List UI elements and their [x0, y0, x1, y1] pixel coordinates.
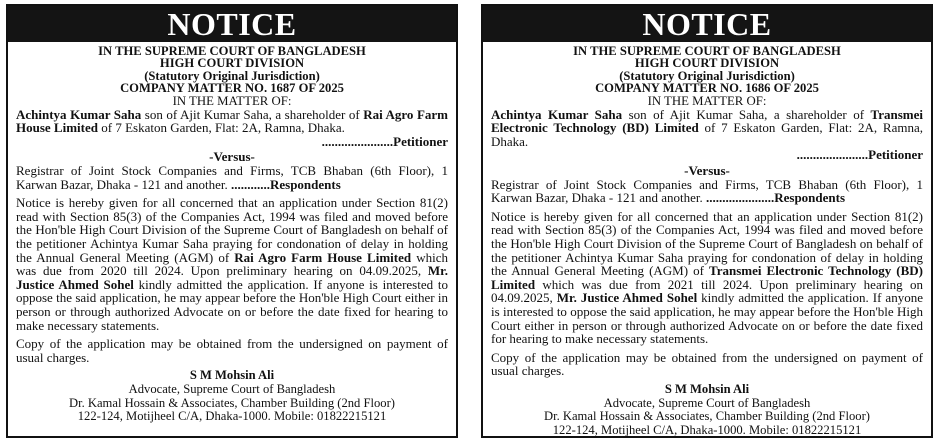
petitioner-description: son of Ajit Kumar Saha, a shareholder of	[141, 106, 364, 122]
petitioner-name: Achintya Kumar Saha	[491, 106, 623, 122]
in-the-matter-of: IN THE MATTER OF:	[172, 93, 292, 108]
notice-body-text-3: kindly admitted the application. If anyone is interested to oppose the said application, he may appear before the Hon'ble High Court either in person or through authorized Advocate on or before the date fixed for hearing to make necessary statements.	[16, 276, 449, 333]
division-name: HIGH COURT DIVISION	[159, 56, 305, 71]
petitioner-label: Petitioner	[393, 133, 448, 149]
respondent-label: Respondents	[269, 176, 341, 192]
notice-right	[481, 4, 933, 438]
signatory-title: Advocate, Supreme Court of Bangladesh	[128, 381, 336, 396]
signatory-address: 122-124, Motijheel C/A, Dhaka-1000. Mobile: 01822215121	[552, 422, 862, 437]
signatory-address: 122-124, Motijheel C/A, Dhaka-1000. Mobile: 01822215121	[77, 409, 387, 424]
respondent-text: Registrar of Joint Stock Companies and Firms, TCB Bhaban (6th Floor), 1 Karwan Bazar, Dhaka - 121 and another.	[491, 176, 923, 206]
petitioner-label-line	[16, 135, 448, 149]
notice-body-text-3: kindly admitted the application. If anyone is interested to oppose the said application, he may appear before the Hon'ble High Court either in person or through authorized Advocate on or before the date fixed for hearing to make necessary statements.	[491, 290, 923, 347]
notice-banner: NOTICE	[8, 6, 456, 42]
versus: -Versus-	[209, 149, 255, 165]
notice-body-text-1: Notice is hereby given for all concerned that an application under Section 81(2) read with Section 85(3) of the Companies Act, 1994 was filed and moved before the Hon'ble High Court Division of the Supreme Court of Bangladesh on behalf of the petitioner Achintya Kumar Saha praying for condonation of delay in holding the Annual General Meeting (AGM) of	[491, 208, 923, 279]
notice-body-text-2: which was due from 2021 till 2024. Upon preliminary hearing on 04.09.2025,	[491, 276, 923, 306]
petitioner-name: Achintya Kumar Saha	[16, 106, 142, 122]
company-name: Transmei Electronic Technology (BD) Limited	[491, 106, 923, 136]
respondent-label-line	[231, 177, 341, 192]
petitioner-paragraph	[491, 108, 923, 149]
notice-banner: NOTICE	[483, 6, 931, 42]
petitioner-dots: ......................	[321, 133, 394, 149]
notice-body-company: Rai Agro Farm House Limited	[234, 249, 412, 265]
petitioner-label: ...Petitioner	[858, 147, 923, 163]
petitioner-address: of 7 Eskaton Garden, Flat: 2A, Ramna, Dhaka.	[491, 120, 923, 149]
in-the-matter-of: IN THE MATTER OF:	[647, 93, 767, 108]
respondent-text: Registrar of Joint Stock Companies and Firms, TCB Bhaban (6th Floor), 1 Karwan Bazar, Dhaka - 121 and another.	[16, 163, 448, 192]
notice-left	[6, 4, 458, 438]
respondent-paragraph	[491, 178, 923, 205]
petitioner-label-line	[491, 148, 923, 162]
petitioner-dots: ...................	[796, 147, 859, 163]
court-name: IN THE SUPREME COURT OF BANGLADESH	[98, 44, 366, 58]
notice-body	[491, 210, 923, 346]
company-matter-number: COMPANY MATTER NO. 1686 OF 2025	[595, 81, 819, 96]
notice-body-text-2: which was due from 2020 till 2024. Upon preliminary hearing on 04.09.2025,	[16, 249, 448, 279]
signatory-firm: Dr. Kamal Hossain & Associates, Chamber Building (2nd Floor)	[68, 395, 395, 410]
division-name: HIGH COURT DIVISION	[634, 56, 780, 71]
versus: -Versus-	[684, 163, 730, 178]
copy-statement: Copy of the application may be obtained from the undersigned on payment of usual charges.	[16, 336, 448, 365]
respondent-label: ...Respondents	[764, 190, 846, 206]
signatory-title: Advocate, Supreme Court of Bangladesh	[603, 395, 811, 410]
notice-body	[16, 196, 448, 332]
company-name: Rai Agro Farm House Limited	[16, 106, 448, 136]
respondent-label-line	[706, 190, 845, 205]
notice-body-text-1: Notice is hereby given for all concerned that an application under Section 81(2) read with Section 85(3) of the Companies Act, 1994 was filed and moved before the Hon'ble High Court Division of the Supreme Court of Bangladesh on behalf of the petitioner Achintya Kumar Saha praying for condonation of delay in holding the Annual General Meeting (AGM) of	[16, 195, 448, 265]
signatory-name: S M Mohsin Ali	[189, 368, 275, 383]
signatory-firm: Dr. Kamal Hossain & Associates, Chamber Building (2nd Floor)	[543, 409, 870, 424]
justice-name: Mr. Justice Ahmed Sohel	[16, 263, 448, 292]
copy-statement: Copy of the application may be obtained from the undersigned on payment of usual charges.	[491, 349, 923, 379]
petitioner-paragraph	[16, 108, 448, 135]
petitioner-description: son of Ajit Kumar Saha, a shareholder of	[622, 106, 871, 122]
petitioner-address: of 7 Eskaton Garden, Flat: 2A, Ramna, Dhaka.	[97, 120, 345, 136]
justice-name: Mr. Justice Ahmed Sohel	[556, 290, 698, 306]
respondent-dots: ............	[230, 176, 270, 192]
respondent-dots: ..................	[705, 190, 765, 206]
jurisdiction: (Statutory Original Jurisdiction)	[144, 68, 320, 83]
respondent-paragraph	[16, 164, 448, 191]
notice-body-company: Transmei Electronic Technology (BD) Limited	[491, 263, 923, 292]
court-name: IN THE SUPREME COURT OF BANGLADESH	[573, 44, 841, 58]
jurisdiction: (Statutory Original Jurisdiction)	[619, 68, 795, 83]
signatory-name: S M Mohsin Ali	[664, 381, 750, 396]
company-matter-number: COMPANY MATTER NO. 1687 OF 2025	[120, 81, 344, 96]
